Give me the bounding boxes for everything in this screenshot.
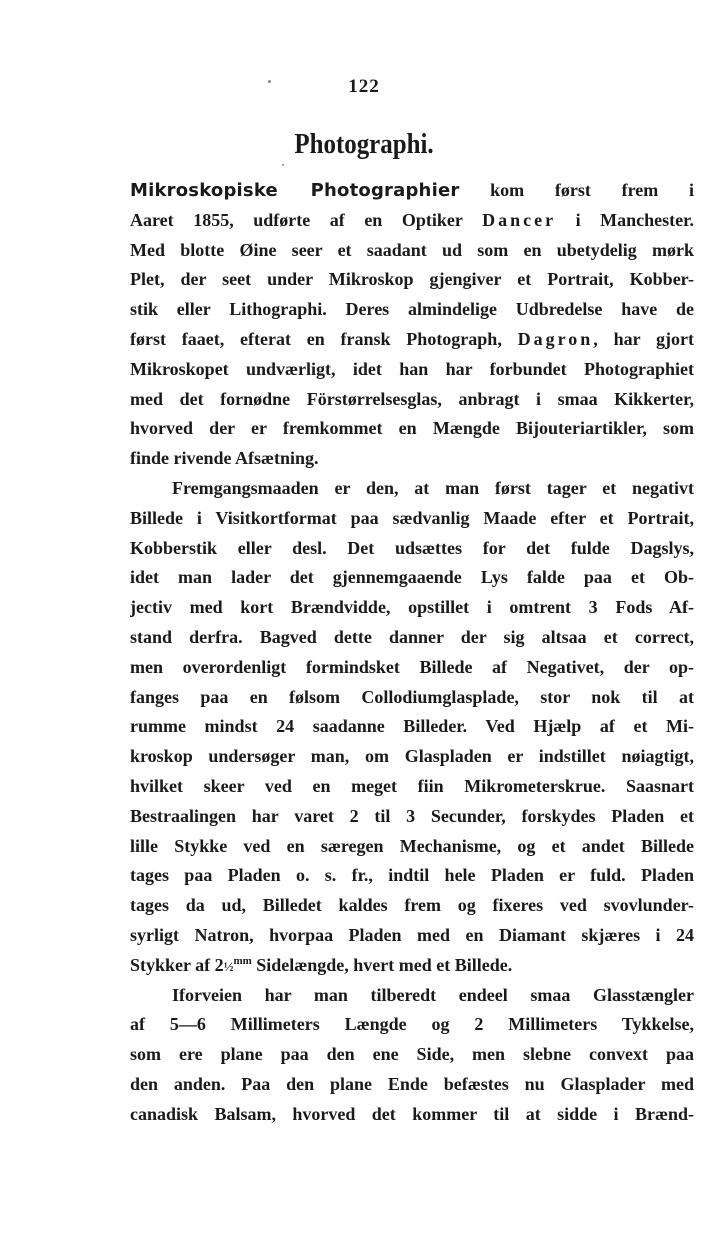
text-segment: hvorved der er fremkommet en Mængde Bijouteriartikler, som (130, 418, 694, 439)
text-line (130, 1070, 694, 1100)
lead-phrase: Mikroskopiske Photographier (130, 180, 460, 201)
text-segment: kroskop undersøger man, om Glaspladen er indstillet nøiagtigt, (130, 746, 694, 767)
text-line (130, 265, 694, 295)
text-line (130, 742, 694, 772)
text-segment: fanges paa en følsom Collodiumglasplade, stor nok til at (130, 686, 694, 707)
paragraph (130, 981, 694, 1130)
text-segment: Plet, der seet under Mikroskop gjengiver et Portrait, Kobber- (130, 269, 694, 290)
paragraph (130, 176, 694, 474)
text-line (130, 653, 694, 683)
text-segment: Mikroskopet undværligt, idet han har forbundet Photographiet (130, 358, 694, 379)
text-line (130, 504, 694, 534)
text-line (130, 414, 694, 444)
text-line (130, 981, 694, 1011)
text-segment: Stykker af 2 (130, 954, 224, 975)
paper-speck (268, 80, 271, 83)
text-segment: lille Stykke ved en særegen Mechanisme, og et andet Billede (130, 835, 694, 856)
text-segment: jectiv med kort Brændvidde, opstillet i omtrent 3 Fods Af- (130, 597, 694, 618)
paper-speck (282, 164, 284, 166)
text-segment: stik eller Lithographi. Deres almindelige Udbredelse have de (130, 299, 694, 320)
text-line (130, 712, 694, 742)
paragraph (130, 474, 694, 981)
text-line (130, 623, 694, 653)
text-line (130, 563, 694, 593)
text-segment: Kobberstik eller desl. Det udsættes for det fulde Dagslys, (130, 537, 694, 558)
text-line (130, 295, 694, 325)
text-line (130, 534, 694, 564)
text-line (130, 474, 694, 504)
text-segment: den anden. Paa den plane Ende befæstes nu Glasplader med (130, 1073, 694, 1094)
text-segment: stand derfra. Bagved dette danner der sig altsaa et correct, (130, 626, 694, 647)
text-segment: af 5—6 Millimeters Længde og 2 Millimeters Tykkelse, (130, 1014, 694, 1035)
text-segment: hvilket skeer ved en meget fiin Mikrometerskrue. Saasnart (130, 775, 694, 796)
text-segment: med det fornødne Förstørrelsesglas, anbragt i smaa Kikkerter, (130, 388, 694, 409)
text-line (130, 921, 694, 951)
text-segment: finde rivende Afsætning. (130, 448, 319, 469)
text-segment: Med blotte Øine seer et saadant ud som en ubetydelig mørk (130, 239, 694, 260)
text-line (130, 385, 694, 415)
text-line (130, 325, 694, 355)
text-segment: i Manchester. (556, 209, 694, 230)
text-line (130, 861, 694, 891)
text-line (130, 802, 694, 832)
text-segment: Iforveien har man tilberedt endeel smaa Glasstængler (172, 984, 694, 1005)
text-line (130, 444, 694, 474)
text-line (130, 1010, 694, 1040)
text-line (130, 891, 694, 921)
fraction: ½ (223, 958, 234, 974)
text-segment: Fremgangsmaaden er den, at man først tager et negativt (172, 477, 694, 498)
text-segment: Billede i Visitkortformat paa sædvanlig Maade efter et Portrait, (130, 507, 694, 528)
text-line (130, 1100, 694, 1130)
text-segment: rumme mindst 24 saadanne Billeder. Ved Hjælp af et Mi- (130, 716, 694, 737)
text-line (130, 176, 694, 206)
text-segment: , har gjort (593, 328, 694, 349)
text-segment: kom først frem i (459, 180, 694, 200)
text-segment: Bestraalingen har varet 2 til 3 Secunder, forskydes Pladen et (130, 805, 694, 826)
spaced-name: Dancer (482, 209, 557, 230)
text-segment: Sidelængde, hvert med et Billede. (251, 954, 513, 975)
text-line (130, 1040, 694, 1070)
text-line (130, 772, 694, 802)
text-line (130, 236, 694, 266)
body-text (130, 176, 694, 1130)
text-segment: men overordenligt formindsket Billede af Negativet, der op- (130, 656, 694, 677)
text-segment: syrligt Natron, hvorpaa Pladen med en Diamant skjæres i 24 (130, 924, 694, 945)
text-segment: tages paa Pladen o. s. fr., indtil hele Pladen er fuld. Pladen (130, 865, 694, 886)
text-segment: canadisk Balsam, hvorved det kommer til at sidde i Brænd- (130, 1103, 694, 1124)
page-number: 122 (348, 76, 380, 97)
spaced-name: Dagron (517, 328, 594, 349)
text-segment: som ere plane paa den ene Side, men slebne convext paa (130, 1044, 694, 1065)
page-title: Photographi. (294, 128, 434, 160)
text-segment: først faaet, efterat en fransk Photograph, (130, 328, 518, 349)
text-line (130, 593, 694, 623)
text-segment: tages da ud, Billedet kaldes frem og fixeres ved svovlunder- (130, 895, 694, 916)
text-line (130, 206, 694, 236)
text-line (130, 832, 694, 862)
text-line (130, 683, 694, 713)
text-segment: idet man lader det gjennemgaaende Lys falde paa et Ob- (130, 567, 694, 588)
text-line (130, 951, 694, 981)
text-line (130, 355, 694, 385)
text-segment: Aaret 1855, udførte af en Optiker (130, 209, 483, 230)
unit-superscript: mm (233, 954, 252, 967)
